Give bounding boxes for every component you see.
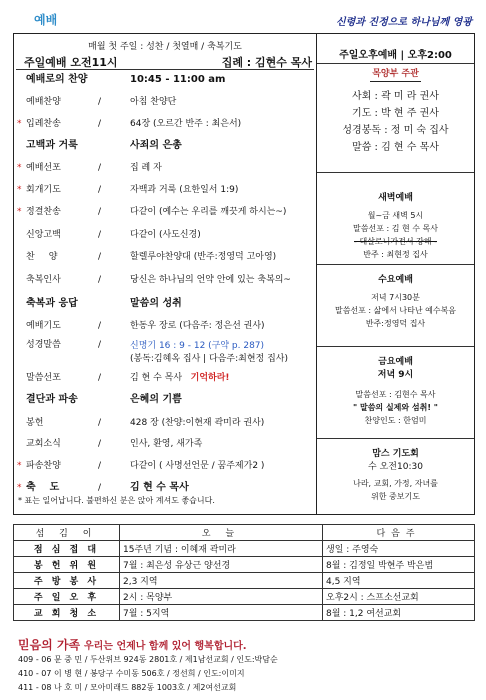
- stand-marker: *: [17, 119, 22, 129]
- dawn-line-0: 월~금 새벽 5시: [367, 211, 424, 220]
- service-leader: 집례 : 김현수 목사: [221, 56, 312, 69]
- row-label: 축복과 응답: [26, 298, 78, 309]
- family-line-1: 410 - 07 이 병 현 / 봉당구 수미동 506호 / 정선희 / 인도:이미지: [18, 669, 245, 678]
- monthly-note: 매월 첫 주일 : 성찬 / 첫열매 / 축복기도: [88, 42, 242, 52]
- main-service-panel: [14, 34, 316, 514]
- row-separator: /: [98, 321, 102, 331]
- row-label: 축복인사: [26, 275, 61, 285]
- row-value-text: 말씀의 성취: [130, 298, 182, 309]
- side-divider: [317, 438, 474, 439]
- row-value-text: 김 현 수 목사: [130, 482, 189, 493]
- row-value: [130, 458, 264, 474]
- scripture-reader: (봉독:김혜옥 집사 | 다음주:최현정 집사): [130, 354, 288, 364]
- family-title-sub: 우리는 언제나 함께 있어 행복합니다.: [83, 641, 247, 652]
- row-separator: /: [98, 439, 102, 449]
- friday-time: 저녁 9시: [377, 370, 414, 380]
- row-label: 정결찬송: [26, 207, 61, 217]
- row-label: 예배찬양: [26, 97, 61, 107]
- row-value-text: 다같이 ( 사명선언문 / 꿈주제가2 ): [130, 461, 265, 471]
- row-separator: /: [98, 207, 102, 217]
- row-value: [130, 392, 182, 408]
- mothers-prayer-meeting: [317, 448, 474, 503]
- row-value: [130, 94, 176, 110]
- friday-service: [317, 356, 474, 427]
- wednesday-title: 수요예배: [378, 275, 413, 285]
- stand-marker: *: [17, 461, 22, 471]
- service-row: [14, 249, 316, 265]
- row-value: [130, 436, 202, 452]
- service-row: [14, 116, 316, 132]
- row-value-text: 할렐루야찬양대 (반주:정영덕 고아영): [130, 252, 277, 262]
- row-separator: /: [98, 340, 102, 350]
- row-separator: /: [98, 185, 102, 195]
- duty-cell: 7월 : 최은성 유상근 양선경: [120, 557, 323, 573]
- stand-marker: *: [17, 163, 22, 173]
- row-label: 교회소식: [26, 439, 61, 449]
- row-value: [130, 370, 230, 386]
- row-value: [130, 160, 162, 176]
- title-divider: [16, 69, 314, 70]
- afternoon-line-0: 사회 : 곽 미 라 권사: [352, 91, 439, 102]
- row-value: [130, 72, 225, 88]
- wednesday-line-1: 말씀선포 : 삶에서 나타난 예수복음: [334, 306, 457, 315]
- side-divider: [317, 346, 474, 347]
- row-separator: /: [98, 163, 102, 173]
- standing-note: * 표는 일어납니다. 불편하신 분은 앉아 계셔도 좋습니다.: [18, 496, 215, 505]
- friday-line-2: 찬양인도 : 한엄미: [364, 416, 427, 425]
- row-value-text: 아침 찬양단: [130, 97, 177, 107]
- duty-cell: 주 방 봉 사: [14, 573, 120, 589]
- stand-marker: *: [17, 207, 22, 217]
- duty-cell: 2시 : 목양부: [120, 589, 323, 605]
- service-row: [14, 72, 316, 88]
- row-value: [130, 480, 189, 496]
- table-row: [14, 541, 475, 557]
- row-value-text: 자백과 거룩 (요한일서 1:9): [130, 185, 239, 195]
- row-label: 예배기도: [26, 321, 61, 331]
- dawn-line-1: 말씀선포 : 김 현 수 목사: [353, 224, 438, 233]
- service-row: [14, 370, 316, 386]
- prayer-title: 맘스 기도회: [372, 449, 419, 459]
- row-value: [130, 138, 182, 154]
- row-label: 성경말씀: [26, 340, 61, 350]
- side-divider: [317, 63, 474, 64]
- row-value: [130, 272, 291, 288]
- service-row: [14, 339, 316, 367]
- friday-line-1: " 말씀의 실제와 섬취! ": [353, 403, 438, 412]
- scripture-reference: 신명기 16 : 9 - 12 (구약 p. 287): [130, 341, 265, 351]
- family-line-2: 411 - 08 나 호 미 / 모아미래드 882동 1003호 / 제2여선교회: [18, 683, 237, 692]
- service-row: [14, 436, 316, 452]
- row-label: 신앙고백: [26, 230, 61, 240]
- service-row: [14, 296, 316, 312]
- service-title-row: [24, 54, 312, 70]
- service-row: [14, 415, 316, 431]
- family-line-0: 409 - 06 문 중 민 / 두산위브 924동 2801호 / 제1남선교회 / 인도:박담순: [18, 655, 278, 664]
- duty-cell: 점 심 접 대: [14, 541, 120, 557]
- duty-cell: 2,3 지역: [120, 573, 323, 589]
- row-value: [130, 116, 241, 132]
- service-row: [14, 204, 316, 220]
- afternoon-service: [317, 46, 474, 61]
- duty-table: [13, 524, 475, 621]
- prayer-time: 수 오전10:30: [368, 462, 423, 472]
- side-divider: [317, 264, 474, 265]
- row-value-text: 한동우 장로 (다음주: 정은선 권사): [130, 321, 265, 331]
- row-label: 말씀선포: [26, 373, 61, 383]
- duty-cell: 7월 : 5지역: [120, 605, 323, 621]
- duty-header-cell: 다음주: [323, 525, 475, 541]
- family-title: [18, 636, 278, 653]
- row-label: 축도: [26, 482, 74, 493]
- row-value-text: 김 현 수 목사: [130, 373, 183, 383]
- section-title: 예배: [34, 13, 58, 27]
- duty-cell: 생일 : 주영숙: [323, 541, 475, 557]
- duty-cell: 8월 : 김정일 박현주 박은범: [323, 557, 475, 573]
- service-row: [14, 160, 316, 176]
- service-row: [14, 480, 316, 496]
- row-value-text: 은혜의 기쁨: [130, 394, 182, 405]
- row-separator: /: [98, 230, 102, 240]
- row-value: [130, 318, 265, 334]
- row-separator: /: [98, 461, 102, 471]
- row-value-text: 인사, 환영, 새가족: [130, 439, 203, 449]
- row-value: [130, 227, 201, 243]
- row-value-text: 집 례 자: [130, 163, 162, 173]
- afternoon-title: 주일오후예배 | 오후2:00: [339, 50, 452, 61]
- row-label: 결단과 파송: [26, 394, 78, 405]
- side-divider: [317, 172, 474, 173]
- afternoon-line-3: 말씀 : 김 현 수 목사: [352, 142, 439, 153]
- row-value: [130, 296, 182, 312]
- row-separator: /: [98, 252, 102, 262]
- row-value: [130, 204, 286, 220]
- service-row: [14, 182, 316, 198]
- service-title: 주일예배 오전11시: [24, 56, 118, 69]
- row-label: 파송찬양: [26, 461, 61, 471]
- afternoon-line-1: 기도 : 박 현 주 권사: [352, 108, 439, 119]
- stand-marker: *: [17, 483, 22, 493]
- row-separator: /: [98, 483, 102, 493]
- dawn-line-2: - 대살로니가전서 강해 -: [354, 237, 437, 246]
- prayer-line-0: 나라, 교회, 가정, 자녀를: [353, 479, 438, 488]
- duty-header-cell: 섬 김 이: [14, 525, 120, 541]
- row-separator: /: [98, 119, 102, 129]
- duty-cell: 교 회 청 소: [14, 605, 120, 621]
- row-label: 봉헌: [26, 418, 44, 428]
- dawn-line-3: 반주 : 최현정 집사: [363, 250, 428, 259]
- duty-header-cell: 오 늘: [120, 525, 323, 541]
- wednesday-service: [317, 274, 474, 330]
- row-label: 찬양: [26, 252, 72, 262]
- row-separator: /: [98, 97, 102, 107]
- duty-cell: 4,5 지역: [323, 573, 475, 589]
- stand-marker: *: [17, 185, 22, 195]
- row-value-text: 다같이 (예수는 우리를 깨끗게 하시는~): [130, 207, 287, 217]
- service-row: [14, 318, 316, 334]
- row-value: [130, 340, 288, 366]
- service-row: [14, 138, 316, 154]
- row-separator: /: [98, 275, 102, 285]
- duty-cell: 주 일 오 후: [14, 589, 120, 605]
- table-row: [14, 605, 475, 621]
- duty-cell: 15주년 기념 : 이혜재 곽미라: [120, 541, 323, 557]
- wednesday-line-2: 반주:정영덕 집사: [365, 319, 426, 328]
- table-row: [14, 557, 475, 573]
- table-row: [14, 589, 475, 605]
- page-header: [0, 0, 486, 32]
- mokyang-title: 목양부 주관: [370, 68, 421, 82]
- row-label: 예배로의 찬양: [26, 74, 88, 85]
- row-value-text: 10:45 - 11:00 am: [130, 74, 226, 85]
- service-row: [14, 392, 316, 408]
- friday-title: 금요예배: [378, 357, 413, 367]
- service-row: [14, 227, 316, 243]
- duty-cell: 봉 헌 위 원: [14, 557, 120, 573]
- friday-line-0: 말씀선포 : 김현수 목사: [355, 390, 436, 399]
- row-value: [130, 415, 264, 431]
- table-row: [14, 573, 475, 589]
- service-row: [14, 272, 316, 288]
- afternoon-line-2: 성경봉독 : 정 미 숙 집사: [342, 125, 449, 136]
- duty-cell: 오후2시 : 스프소선교회: [323, 589, 475, 605]
- row-value-text: 64장 (오르간 반주 : 최은서): [130, 119, 242, 129]
- sermon-title: 기억하라!: [190, 373, 230, 383]
- dawn-service: [317, 192, 474, 261]
- row-label: 회개기도: [26, 185, 61, 195]
- row-value-text: 당신은 하나님의 언약 안에 있는 축복의~: [130, 275, 291, 285]
- family-title-main: 믿음의 가족: [18, 638, 81, 652]
- row-value-text: 사죄의 은총: [130, 140, 182, 151]
- row-label: 예배선포: [26, 163, 61, 173]
- wednesday-line-0: 저녁 7시30분: [371, 293, 420, 302]
- row-label: 고백과 거룩: [26, 140, 78, 151]
- duty-cell: 8월 : 1,2 여선교회: [323, 605, 475, 621]
- family-section: [18, 636, 278, 695]
- row-value: [130, 249, 276, 265]
- row-value-text: 다같이 (사도신경): [130, 230, 201, 240]
- dawn-title: 새벽예배: [378, 193, 413, 203]
- service-row: [14, 94, 316, 110]
- row-separator: /: [98, 418, 102, 428]
- prayer-line-1: 위한 중보기도: [371, 492, 420, 501]
- side-services-panel: [317, 34, 474, 514]
- row-value-text: 428 장 (찬양:이현재 곽미라 권사): [130, 418, 265, 428]
- duty-header-row: [14, 525, 475, 541]
- row-value: [130, 182, 238, 198]
- service-row: [14, 458, 316, 474]
- afternoon-details: [317, 68, 474, 156]
- row-label: 입례찬송: [26, 119, 61, 129]
- row-separator: /: [98, 373, 102, 383]
- motto: 신령과 진정으로 하나님께 영광: [335, 17, 472, 28]
